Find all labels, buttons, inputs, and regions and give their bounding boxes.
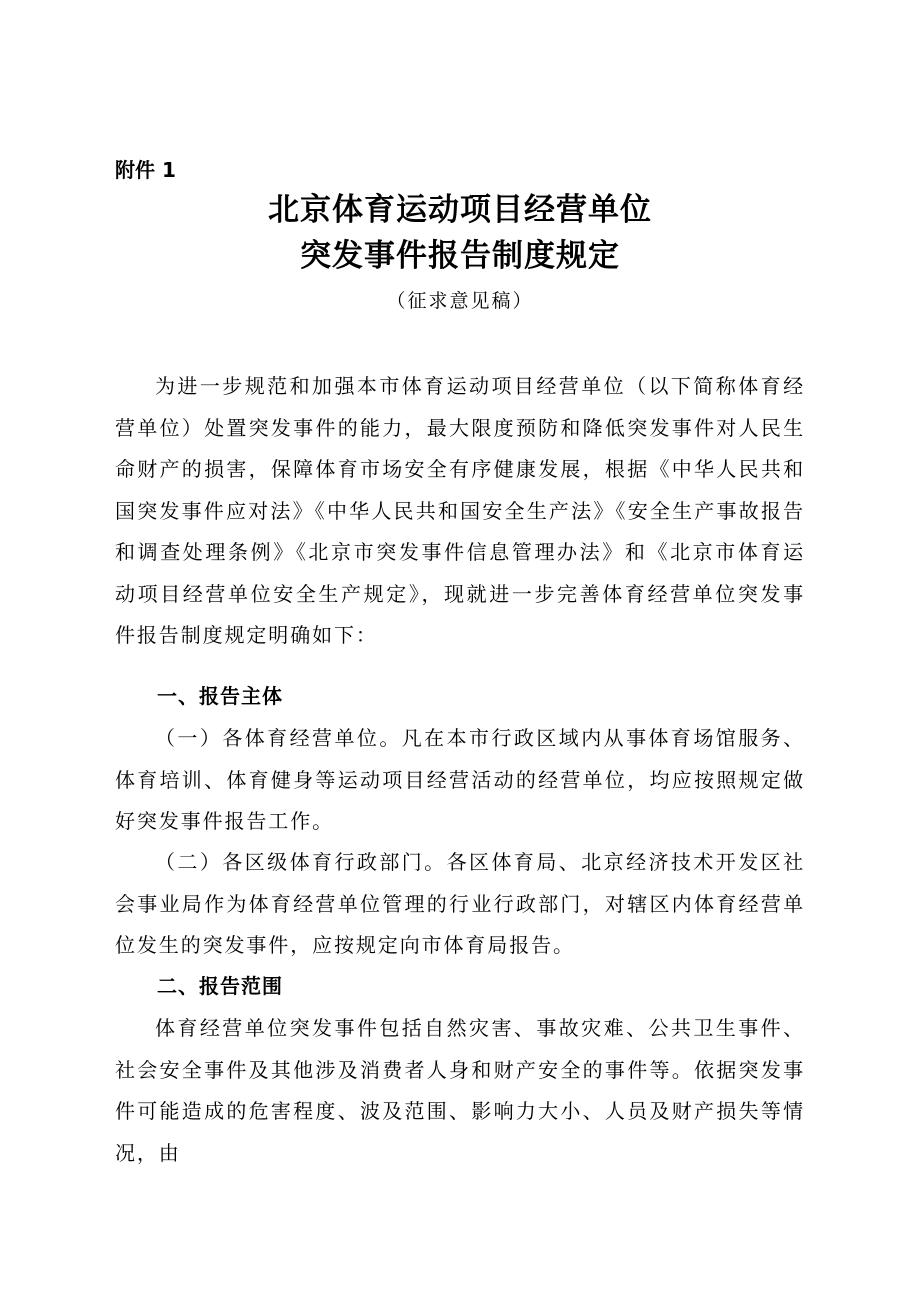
section1-heading: 一、报告主体	[157, 684, 283, 708]
section1-item2: （二）各区级体育行政部门。各区体育局、北京经济技术开发区社会事业局作为体育经营单位管理的行业行政部门，对辖区内体育经营单位发生的突发事件，应按规定向市体育局报告。	[115, 850, 805, 957]
document-title-line2: 突发事件报告制度规定	[300, 238, 620, 274]
section1-item2-block	[115, 842, 805, 967]
section2-paragraph: 体育经营单位突发事件包括自然灾害、事故灾难、公共卫生事件、社会安全事件及其他涉及消费者人身和财产安全的事件等。依据突发事件可能造成的危害程度、波及范围、影响力大小、人员及财产损失等情况，由	[115, 1016, 805, 1165]
section2-paragraph-block	[115, 1008, 805, 1174]
section1-item1: （一）各体育经营单位。凡在本市行政区域内从事体育场馆服务、体育培训、体育健身等运动项目经营活动的经营单位，均应按照规定做好突发事件报告工作。	[115, 726, 805, 833]
intro-paragraph: 为进一步规范和加强本市体育运动项目经营单位（以下简称体育经营单位）处置突发事件的能力，最大限度预防和降低突发事件对人民生命财产的损害，保障体育市场安全有序健康发展，根据《中华人民共和国突发事件应对法》《中华人民共和国安全生产法》《安全生产事故报告和调查处理条例》《北京市突发事件信息管理办法》和《北京市体育运动项目经营单位安全生产规定》，现就进一步完善体育经营单位突发事件报告制度规定明确如下：	[115, 374, 805, 647]
section2-heading: 二、报告范围	[157, 974, 283, 998]
document-title-line1: 北京体育运动项目经营单位	[268, 192, 652, 228]
intro-block	[115, 366, 805, 657]
section1-item1-block	[115, 718, 805, 843]
document-subtitle: （征求意见稿）	[386, 290, 534, 312]
attachment-label: 附件 1	[115, 158, 176, 182]
